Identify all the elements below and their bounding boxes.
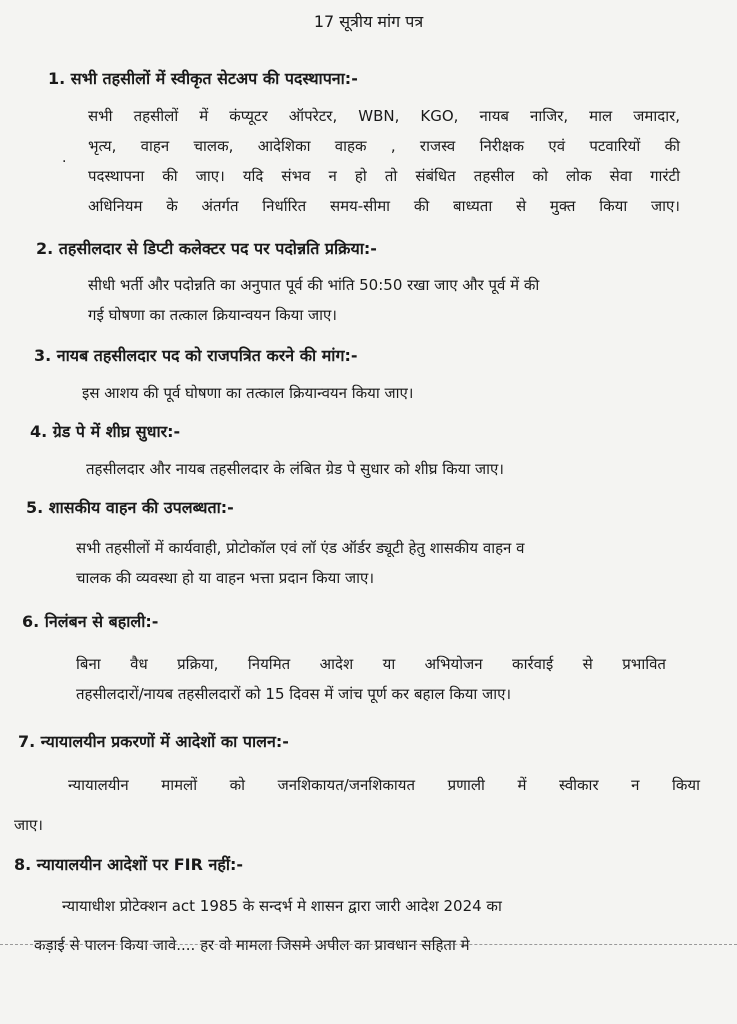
section-3-heading: 3. नायब तहसीलदार पद को राजपत्रित करने की मांग:- <box>34 346 358 365</box>
section-8-body-wrap <box>34 930 714 960</box>
section-2-heading: 2. तहसीलदार से डिप्टी कलेक्टर पद पर पदोन्नति प्रक्रिया:- <box>36 239 377 258</box>
section-7-heading: 7. न्यायालयीन प्रकरणों में आदेशों का पालन:- <box>18 732 289 751</box>
section-6-line: बिना वैध प्रक्रिया, नियमित आदेश या अभियोजन कार्रवाई से प्रभावित <box>76 655 666 673</box>
margin-mark: . <box>62 150 67 166</box>
section-4-heading: 4. ग्रेड पे में शीघ्र सुधार:- <box>30 422 181 441</box>
section-3-line: इस आशय की पूर्व घोषणा का तत्काल क्रियान्वयन किया जाए। <box>82 384 414 402</box>
section-5-line: चालक की व्यवस्था हो या वाहन भत्ता प्रदान किया जाए। <box>76 569 375 587</box>
section-2-line: सीधी भर्ती और पदोन्नति का अनुपात पूर्व की भांति 50:50 रखा जाए और पूर्व में की <box>88 276 540 294</box>
section-6-line: तहसीलदारों/नायब तहसीलदारों को 15 दिवस में जांच पूर्ण कर बहाल किया जाए। <box>76 685 512 703</box>
section-8-line: न्यायाधीश प्रोटेक्शन act 1985 के सन्दर्भ मे शासन द्वारा जारी आदेश 2024 का <box>62 897 502 915</box>
section-1-heading: 1. सभी तहसीलों में स्वीकृत सेटअप की पदस्थापना:- <box>48 69 358 88</box>
section-3-body <box>82 378 682 408</box>
section-5-heading: 5. शासकीय वाहन की उपलब्धता:- <box>26 498 234 517</box>
section-7-body-wrap <box>14 810 114 840</box>
section-7-line: जाए। <box>14 816 43 834</box>
section-1-body <box>88 101 680 221</box>
section-6-heading: 6. निलंबन से बहाली:- <box>22 612 159 631</box>
section-1-line: अधिनियम के अंतर्गत निर्धारित समय-सीमा की बाध्यता से मुक्त किया जाए। <box>88 197 680 215</box>
section-1-line: पदस्थापना की जाए। यदि संभव न हो तो संबंधित तहसील को लोक सेवा गारंटी <box>88 167 680 185</box>
section-1-line: सभी तहसीलों में कंप्यूटर ऑपरेटर, WBN, KGO, नायब नाजिर, माल जमादार, <box>88 107 680 125</box>
section-8-body <box>62 891 696 921</box>
page-fold-line <box>0 944 737 945</box>
section-8-heading: 8. न्यायालयीन आदेशों पर FIR नहीं:- <box>14 855 244 874</box>
section-7-line: न्यायालयीन मामलों को जनशिकायत/जनशिकायत प्रणाली में स्वीकार न किया <box>68 776 700 794</box>
document-title: 17 सूत्रीय मांग पत्र <box>313 12 424 31</box>
section-5-body <box>76 533 696 593</box>
section-6-body <box>76 649 666 709</box>
section-1-line: भृत्य, वाहन चालक, आदेशिका वाहक , राजस्व निरीक्षक एवं पटवारियों की <box>88 137 680 155</box>
section-2-line: गई घोषणा का तत्काल क्रियान्वयन किया जाए। <box>88 306 337 324</box>
section-8-line: कड़ाई से पालन किया जावे.... हर वो मामला जिसमे अपील का प्रावधान सहिता मे <box>34 936 470 954</box>
section-4-line: तहसीलदार और नायब तहसीलदार के लंबित ग्रेड पे सुधार को शीघ्र किया जाए। <box>86 460 504 478</box>
section-4-body <box>86 454 686 484</box>
section-7-body <box>68 770 700 800</box>
section-2-body <box>88 270 688 330</box>
section-5-line: सभी तहसीलों में कार्यवाही, प्रोटोकॉल एवं लॉ एंड ऑर्डर ड्यूटी हेतु शासकीय वाहन व <box>76 539 525 557</box>
